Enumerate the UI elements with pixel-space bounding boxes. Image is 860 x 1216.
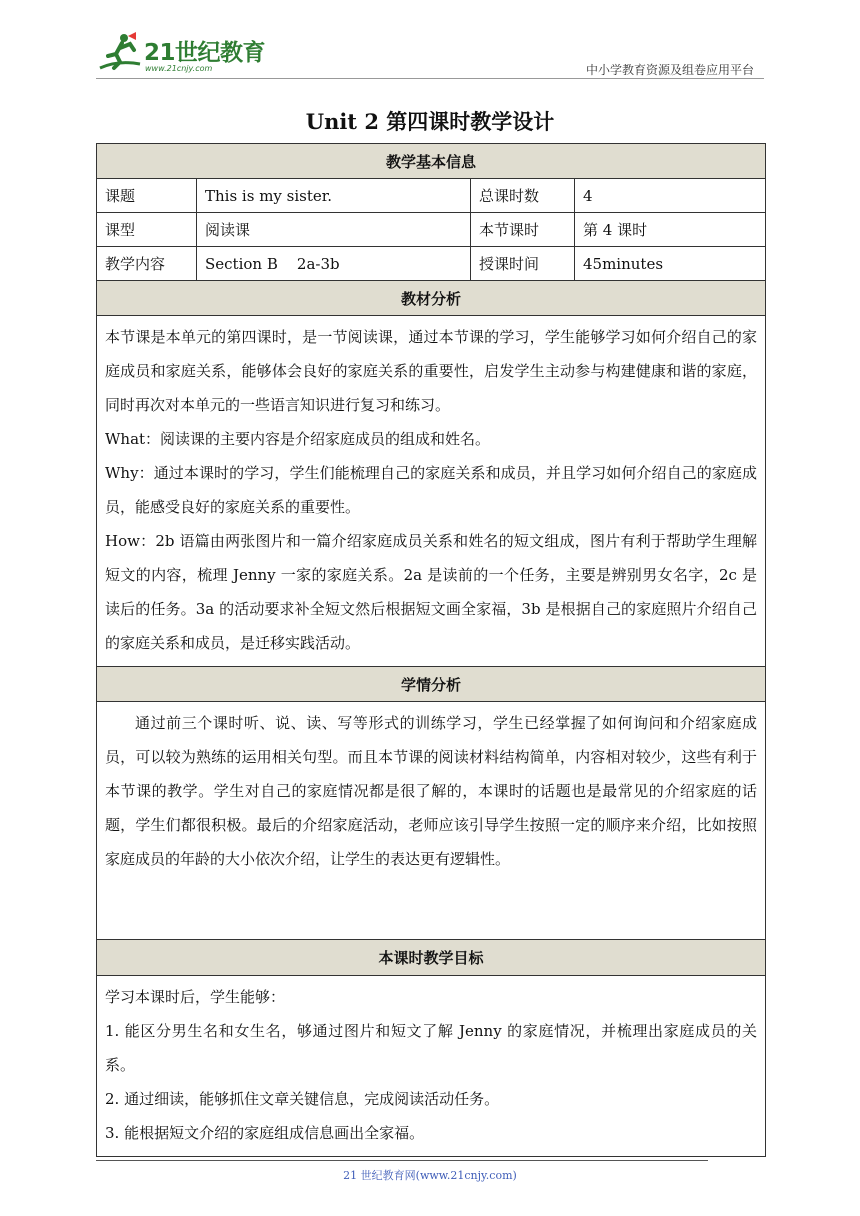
- objectives-block: [97, 976, 766, 1157]
- logo-text: 21世纪教育: [144, 40, 266, 66]
- header-tagline: 中小学教育资源及组卷应用平台: [585, 63, 754, 77]
- runner-logo-icon: [96, 30, 142, 76]
- value-cell: This is my sister.: [197, 179, 471, 213]
- footer-link[interactable]: 21 世纪教育网(www.21cnjy.com): [343, 1169, 517, 1182]
- material-how: How：2b 语篇由两张图片和一篇介绍家庭成员关系和姓名的短文组成，图片有利于帮助学生理解短文的内容，梳理 Jenny 一家的家庭关系。2a 是读前的一个任务，主要是辨别男女名字，2c 是读后的任务。3a 的活动要求补全短文然后根据短文画全家福，3b 是根据自己的家庭照片介绍自己的家庭关系和成员，是迁移实践活动。: [105, 532, 758, 652]
- page-title: Unit 2 第四课时教学设计: [305, 109, 555, 134]
- value-cell: Section B 2a-3b: [197, 247, 471, 281]
- label-cell: 课题: [97, 179, 197, 213]
- material-paragraph: 本节课是本单元的第四课时，是一节阅读课，通过本节课的学习，学生能够学习如何介绍自己的家庭成员和家庭关系，能够体会良好的家庭关系的重要性，启发学生主动参与构建健康和谐的家庭，同时再次对本单元的一些语言知识进行复习和练习。: [105, 328, 758, 414]
- value-cell: 第 4 课时: [575, 213, 766, 247]
- objective-intro: 学习本课时后，学生能够：: [105, 988, 286, 1006]
- section-basic-info-heading: 教学基本信息: [97, 144, 766, 179]
- table-row: [97, 213, 766, 247]
- label-cell: 教学内容: [97, 247, 197, 281]
- learner-paragraph: 通过前三个课时听、说、读、写等形式的训练学习，学生已经掌握了如何询问和介绍家庭成员，可以较为熟练的运用相关句型。而且本节课的阅读材料结构简单，内容相对较少，这些有利于本节课的教学。学生对自己的家庭情况都是很了解的，本课时的话题也是最常见的介绍家庭的话题，学生们都很积极。最后的介绍家庭活动，老师应该引导学生按照一定的顺序来介绍，比如按照家庭成员的年龄的大小依次介绍，让学生的表达更有逻辑性。: [105, 714, 758, 868]
- label-cell: 课型: [97, 213, 197, 247]
- section-objectives-heading: 本课时教学目标: [97, 940, 766, 976]
- label-cell: 授课时间: [471, 247, 575, 281]
- value-cell: 阅读课: [197, 213, 471, 247]
- page-header: [96, 30, 764, 78]
- table-row: [97, 179, 766, 213]
- learner-analysis-block: [97, 702, 766, 940]
- logo: [96, 30, 266, 78]
- logo-url: www.21cnjy.com: [145, 64, 213, 73]
- section-learner-heading: 学情分析: [97, 667, 766, 702]
- objective-item: 1. 能区分男生名和女生名，够通过图片和短文了解 Jenny 的家庭情况，并梳理出家庭成员的关系。: [105, 1022, 758, 1074]
- lesson-plan-table: [96, 143, 766, 1157]
- footer-divider: [96, 1160, 708, 1161]
- value-cell: 45minutes: [575, 247, 766, 281]
- value-cell: 4: [575, 179, 766, 213]
- section-material-heading: 教材分析: [97, 281, 766, 316]
- header-divider: [96, 78, 764, 79]
- material-what: What：阅读课的主要内容是介绍家庭成员的组成和姓名。: [105, 430, 491, 448]
- label-cell: 总课时数: [471, 179, 575, 213]
- label-cell: 本节课时: [471, 213, 575, 247]
- table-row: [97, 247, 766, 281]
- material-analysis-block: [97, 316, 766, 667]
- objective-item: 3. 能根据短文介绍的家庭组成信息画出全家福。: [105, 1124, 425, 1142]
- objective-item: 2. 通过细读，能够抓住文章关键信息，完成阅读活动任务。: [105, 1090, 500, 1108]
- material-why: Why：通过本课时的学习，学生们能梳理自己的家庭关系和成员，并且学习如何介绍自己的家庭成员，能感受良好的家庭关系的重要性。: [105, 464, 758, 516]
